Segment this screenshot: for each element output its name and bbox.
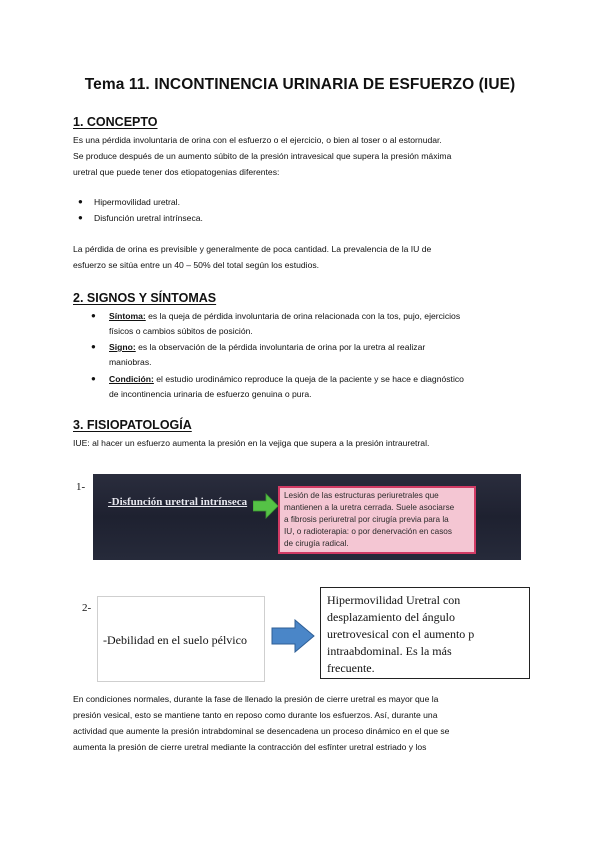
paragraph-line: En condiciones normales, durante la fase de llenado la presión de cierre uretral es mayor que la <box>73 694 439 704</box>
box-line: Hipermovilidad Uretral con <box>327 593 461 607</box>
list-item-text: es la queja de pérdida involuntaria de orina relacionada con la tos, pujo, ejercicios <box>145 311 461 321</box>
list-item <box>78 195 534 210</box>
paragraph-line: presión vesical, esto se mantiene tanto en reposo como durante los esfuerzos. Así, durante una <box>73 710 438 720</box>
box-line: IU, o radioterapia: o por denervación en casos <box>284 527 452 536</box>
bullet-icon: ● <box>78 213 83 222</box>
paragraph-line: actividad que aumente la presión intrabdominal se desencadena un proceso dinámico en el que se <box>73 726 450 736</box>
list-item-text: Hipermovilidad uretral. <box>94 197 180 207</box>
paragraph-line: Se produce después de un aumento súbito de la presión intravesical que supera la presión máxima <box>73 151 452 161</box>
box-line: a fibrosis periuretral por cirugía previa para la <box>284 515 449 524</box>
figure-number: 1- <box>76 481 86 493</box>
paragraph-line: uretral que puede tener dos etiopatogenias diferentes: <box>73 167 280 177</box>
box-line: Lesión de las estructuras periuretrales que <box>284 491 439 500</box>
list-item-continuation: maniobras. <box>109 357 152 367</box>
paragraph-line: esfuerzo se sitúa entre un 40 – 50% del total según los estudios. <box>73 260 320 270</box>
term-label: Condición: <box>109 374 154 384</box>
list-item-continuation: de incontinencia urinaria de esfuerzo genuina o pura. <box>109 389 312 399</box>
list-item <box>91 372 534 387</box>
figure-description-box <box>320 587 530 679</box>
figure-number: 2- <box>82 602 92 614</box>
list-item <box>91 340 534 355</box>
bullet-icon: ● <box>91 374 96 383</box>
figure-cause-box <box>97 596 265 682</box>
arrow-right-icon <box>271 619 315 653</box>
box-line: frecuente. <box>327 661 375 675</box>
term-label: Síntoma: <box>109 311 146 321</box>
section-heading-signos: 2. SIGNOS Y SÍNTOMAS <box>73 291 217 305</box>
term-label: Signo: <box>109 342 136 352</box>
arrow-right-icon <box>253 493 279 519</box>
figure-disfuncion-uretral <box>93 474 521 560</box>
section-heading-concepto: 1. CONCEPTO <box>73 115 158 129</box>
box-line: de cirugía radical. <box>284 539 349 548</box>
list-item <box>91 309 534 324</box>
list-item-text: es la observación de la pérdida involuntaria de orina por la uretra al realizar <box>135 342 426 352</box>
paragraph-line: aumenta la presión de cierre uretral mediante la contracción del esfínter uretral estriado y los <box>73 742 427 752</box>
section-heading-fisiopatologia: 3. FISIOPATOLOGÍA <box>73 418 192 432</box>
document-title: Tema 11. INCONTINENCIA URINARIA DE ESFUERZO (IUE) <box>84 76 516 93</box>
figure-label: -Debilidad en el suelo pélvico <box>103 633 247 647</box>
paragraph-line: La pérdida de orina es previsible y generalmente de poca cantidad. La prevalencia de la IU de <box>73 244 432 254</box>
box-line: desplazamiento del ángulo <box>327 610 455 624</box>
box-line: uretrovesical con el aumento p <box>327 627 475 641</box>
list-item-text: Disfunción uretral intrínseca. <box>94 213 203 223</box>
list-item-text: el estudio urodinámico reproduce la queja de la paciente y se hace e diagnóstico <box>153 374 464 384</box>
list-item <box>78 211 534 226</box>
figure-label: -Disfunción uretral intrínseca <box>108 496 248 508</box>
list-item-continuation: físicos o cambios súbitos de posición. <box>109 326 253 336</box>
box-line: mantienen a la uretra cerrada. Suele asociarse <box>284 503 455 512</box>
bullet-icon: ● <box>78 197 83 206</box>
box-line: intraabdominal. Es la más <box>327 644 452 658</box>
figure-description-box <box>278 486 476 554</box>
paragraph-line: IUE: al hacer un esfuerzo aumenta la presión en la vejiga que supera a la presión intrauretral. <box>73 438 430 448</box>
bullet-icon: ● <box>91 342 96 351</box>
bullet-icon: ● <box>91 311 96 320</box>
paragraph-line: Es una pérdida involuntaria de orina con el esfuerzo o el ejercicio, o bien al toser o al estornudar. <box>73 135 442 145</box>
